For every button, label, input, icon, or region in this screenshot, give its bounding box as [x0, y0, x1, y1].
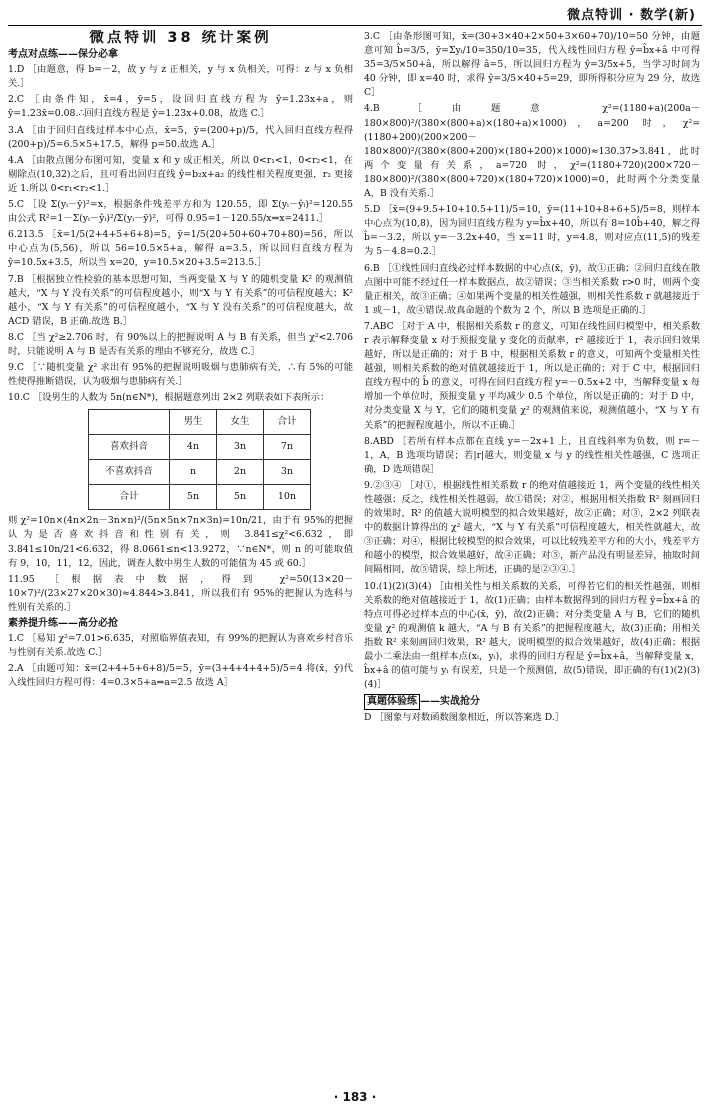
answer-item: D ［图象与对数函数图象相近，所以答案选 D.］ — [364, 712, 565, 724]
section-heading-tail: ——实战抢分 — [420, 696, 480, 708]
answer-item: 则 χ²=10n×(4n×2n－3n×n)²/(5n×5n×7n×3n)=10n/21，由于有 95%的把握认为是否喜欢抖音和性别有关，则 3.841≤χ²<6.632，即 3.841≤10n/21<6.632，得 8.0661≤n<13.9272，∵n∈N*，则 n 的可能取值有 9，10，11，12，因此，调查人数中男生人数的可能值为 45 或 60.］ — [8, 515, 353, 569]
left-column — [8, 30, 353, 1080]
page-number: · 183 · — [333, 1090, 377, 1104]
answer-item: 1.D ［由题意，得 b=－2，故 y 与 z 正相关，y 与 x 负相关，可得：z 与 x 负相关.］ — [8, 64, 353, 90]
running-header: 微点特训 · 数学(新) — [567, 8, 696, 23]
table-cell: 3n — [264, 460, 311, 485]
table-row — [89, 485, 311, 510]
answer-item: 10.(1)(2)(3)(4) ［由相关性与相关系数的关系，可得若它们的相关性越强，则相关系数的绝对值越接近于 1，故(1)正确；由样本数据得到的回归方程 ŷ=b̂x+â 的特点可得必过样本点的中心(x̄，ȳ)，故(2)正确；对分类变量 A 与 B，它们的随机变量 χ² 的观测值 k 越大，“A 与 B 有关系”的把握程度越大，故(3)正确；用相关指数 R² 来刻画回归效果，R² 越大，说明模型的拟合效果越好，故(4)正确；根据最小二乘法由一组样本点(xᵢ，yᵢ)，求得的回归方程是 ŷ=b̂x+â，当解释变量 x，b̂x+â 的值可能与 yᵢ 有误差，只是一个预测值，故(5)错误，即正确的有(1)(2)(3)(4)］ — [364, 580, 700, 691]
table-cell: 4n — [170, 435, 217, 460]
table-cell: 喜欢抖音 — [89, 435, 170, 460]
table-cell: 女生 — [217, 410, 264, 435]
table-cell: 5n — [170, 485, 217, 510]
right-column — [364, 30, 700, 1080]
answer-item: 5.D ［x̄=(9+9.5+10+10.5+11)/5=10，ȳ=(11+10+8+6+5)/5=8，则样本中心点为(10,8)，因为回归直线方程为 y=b̂x+40，所以有 8=10b̂+40，解之得 b̂=－3.2，所以 y=－3.2x+40，当 x=11 时，y=4.8，则对应点(11,5)的残差为 5－4.8=0.2.］ — [364, 204, 700, 258]
answer-item: 2.A ［由题可知：x̄=(2+4+5+6+8)/5=5，ȳ=(3+4+4+4+5)/5=4 将(x̄，ȳ)代入线性回归方程可得：4=0.3×5+a⇒a=2.5 故选 A］ — [8, 663, 353, 689]
table-cell: 男生 — [170, 410, 217, 435]
table-cell — [89, 410, 170, 435]
answer-item: 3.C ［由条形图可知，x̄=(30+3×40+2×50+3×60+70)/10=50 分钟，由题意可知 b̂=3/5，ȳ=Σyᵢ/10=350/10=35，代入线性回归方程 ŷ=b̂x+â 中可得 35=3/5×50+â，所以解得 â=5，所以回归方程为 ŷ=3/5x+5，当学习时间为 40 分钟，即 x=40 时，求得 ŷ=3/5×40+5=29，即所得积分应为 29 分，故选 C］ — [364, 31, 700, 99]
section-box-label: 真题体验练 — [364, 694, 420, 710]
table-cell: 合计 — [264, 410, 311, 435]
table-cell: 7n — [264, 435, 311, 460]
section-heading-advanced: 素养提升练——高分必抢 — [8, 618, 118, 629]
table-cell: 5n — [217, 485, 264, 510]
table-cell: n — [170, 460, 217, 485]
answer-item: 8.ABD ［若所有样本点都在直线 y=－2x+1 上，且直线斜率为负数，则 r=－1，A，B 选项均错误；若|r|越大，则变量 x 与 y 的线性相关性越强，C 选项正确，D 选项错误］ — [364, 435, 700, 475]
table-row — [89, 435, 311, 460]
answer-item: 10.C ［设男生的人数为 5n(n∈N*)，根据题意列出 2×2 列联表如下表所示： — [8, 392, 330, 404]
answer-item: 6.213.5 ［x̄=1/5(2+4+5+6+8)=5，ȳ=1/5(20+50+60+70+80)=56，所以中心点为(5,56)，所以 56=10.5×5+a，解得 a=3.5，所以回归直线方程为 ŷ=10.5x+3.5，所以当 x=20，y=10.5×20+3.5=213.5.］ — [8, 229, 353, 269]
answer-item: 6.B ［①线性回归直线必过样本数据的中心点(x̄，ȳ)，故①正确；②回归直线在散点图中可能不经过任一样本数据点，故②错误；③当相关系数 r>0 时，则两个变量正相关，故③正确；④如果两个变量的相关性越强，则相关性系数 r 就越接近于 1 或－1，故④错误.故真命题的个数为 2 个，所以 B 选项是正确的.］ — [364, 262, 700, 316]
answer-item: 9.C ［∵随机变量 χ² 求出有 95%的把握说明吸烟与患肺病有关，∴有 5%的可能性使得推断错误，认为吸烟与患肺病有关.］ — [8, 362, 353, 388]
answer-item: 3.A ［由于回归直线过样本中心点，x̄=5，ȳ=(200+p)/5，代入回归直线方程得 (200+p)/5=6.5×5+17.5，解得 p=50.故选 A.］ — [8, 124, 353, 150]
answer-item: 8.C ［当 χ²≥2.706 时，有 90%以上的把握说明 A 与 B 有关系，但当 χ²<2.706 时，只能说明 A 与 B 是否有关系的理由不够充分，故选 C.］ — [8, 331, 353, 357]
contingency-table — [88, 409, 311, 510]
answer-item: 7.B ［根据独立性检验的基本思想可知，当两变量 X 与 Y 的随机变量 K² 的观测值越大，“X 与 Y 没有关系”的可信程度越小，则“X 与 Y 有关系”的可信程度越大；K² 越小，“X 与 Y 有关系”的可信程度越小，“X 与 Y 没有关系”的可信程度越大，故 ACD 错误，B 正确.故选 B.］ — [8, 273, 353, 327]
answer-item: 4.A ［由散点图分布图可知，变量 x 和 y 成正相关，所以 0<r₁<1，0<r₂<1，在剔除点(10,32)之后，且可看出回归直线 ŷ=b₂x+a₂ 的线性相关程度更强，r₂ 更接近 1.所以 0<r₁<r₂<1.］ — [8, 154, 353, 194]
table-cell: 2n — [217, 460, 264, 485]
section-heading-exam — [364, 694, 700, 710]
table-header-row — [89, 410, 311, 435]
answer-item: 9.②③④ ［对①，根据线性相关系数 r 的绝对值越接近 1，两个变量的线性相关性越强；反之，线性相关性越弱，故①错误；对②，根据用相关指数 R² 刻画回归的效果时，R² 的值越大说明模型的拟合效果越好，故②正确；对③，2×2 列联表中的数据计算得出的 χ² 越大，“X 与 Y 有关系”可信程度越大，相关性就越大，故③正确；对④，根据比较模型的拟合效果，可以比较残差平方和的大小，残差平方和越小的模型，拟合效果越好，故④正确；对⑤，新产品没有明显差异，抽取时间间隔相同，故⑤错误，综上所述，正确的是②③④.］ — [364, 479, 700, 576]
page-title: 微点特训 38 统计案例 — [89, 30, 272, 46]
answer-item: 1.C ［易知 χ²=7.01>6.635，对照临界值表知，有 99%的把握认为喜欢乡村音乐与性别有关系.故选 C.］ — [8, 633, 353, 659]
section-heading-basic: 考点对点练——保分必拿 — [8, 49, 118, 61]
table-cell: 不喜欢抖音 — [89, 460, 170, 485]
table-row — [89, 460, 311, 485]
answer-item: 2.C ［由条件知，x̄=4，ȳ=5，设回归直线方程为 ŷ=1.23x+a，则 ȳ=1.23x̄=0.08.∴回归直线方程是 ŷ=1.23x+0.08，故选 C.］ — [8, 94, 353, 120]
answer-item: 4.B ［由题意 χ²=(1180+a)(200a－180×800)²/(380×(800+a)×(180+a)×1000)，a=200 时，χ²=(1180+200)(200×200－180×800)²/(380×(800+200)×(180+200)×1000)≈130.37>3.841，此时两个变量有关系，a=720 时，χ²=(1180+720)(200×720－180×800)²/(380×(800+720)×(180+720)×1000)=0，此时两个分类变量 A，B 没有关系.］ — [364, 103, 700, 200]
header-rule — [8, 25, 702, 26]
answer-item: 7.ABC ［对于 A 中，根据相关系数 r 的意义，可知在线性回归模型中，相关系数 r 表示解释变量 x 对于预报变量 y 变化的贡献率，r² 越接近于 1，表示回归效果越好，所以是正确的；对于 B 中，根据相关系数 r 的意义，可知两个变量相关性越强，则相关系数的绝对值就越接近于 1，所以是正确的；对于 C 中，根据回归直线方程中的 b̂ 的意义，可得在回归直线方程 y=－0.5x+2 中，当解释变量 x 每增加一个单位时，预报变量 y 平均减少 0.5 个单位，所以是正确的；对于 D 中，对分类变量 X 与 Y，它们的随机变量 χ² 的观测值来说，观测值越小，“X 与 Y 有关系”的把握程度越小，所以不正确.］ — [364, 320, 700, 431]
table-cell: 10n — [264, 485, 311, 510]
answer-item: 11.95 ［根据表中数据，得到 χ²=50(13×20－10×7)²/(23×27×20×30)≈4.844>3.841，所以我们有 95%的把握认为选科与性别有关系的.］ — [8, 573, 353, 613]
answer-item: 5.C ［设 Σ(yᵢ－ȳ)²=x，根据条件残差平方和为 120.55，即 Σ(yᵢ－ŷᵢ)²=120.55 由公式 R²=1－Σ(yᵢ－ŷᵢ)²/Σ(yᵢ－ȳ)²，可得 0.95=1－120.55/x⇒x=2411.］ — [8, 199, 353, 225]
table-cell: 3n — [217, 435, 264, 460]
table-cell: 合计 — [89, 485, 170, 510]
